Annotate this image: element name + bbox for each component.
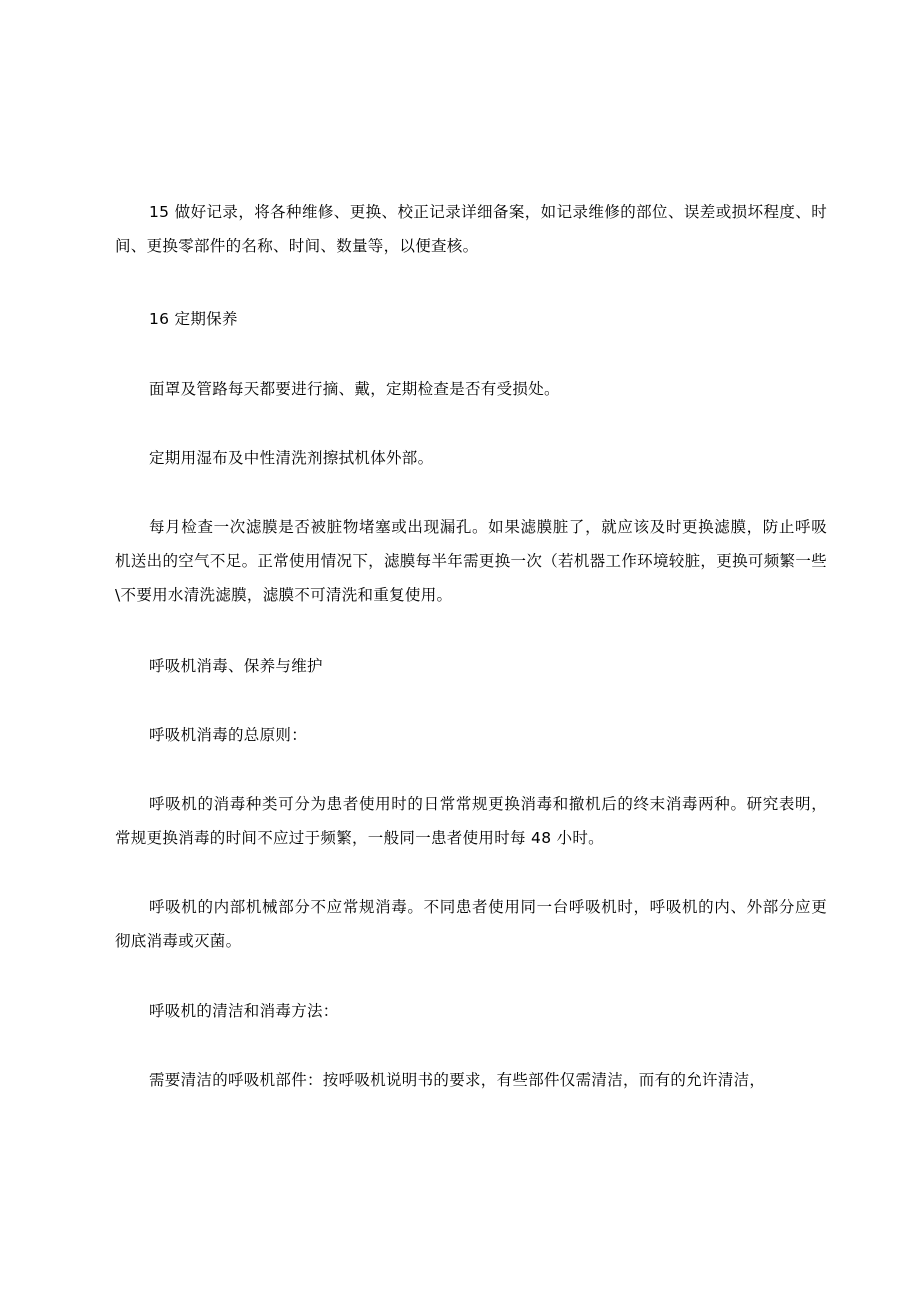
paragraph-parts-to-clean: 需要清洁的呼吸机部件：按呼吸机说明书的要求，有些部件仅需清洁，而有的允许清洁， bbox=[149, 1071, 766, 1089]
heading-regular-maintenance: 16 定期保养 bbox=[149, 310, 238, 328]
paragraph-mask-tubing-check: 面罩及管路每天都要进行摘、戴，定期检查是否有受损处。 bbox=[149, 380, 560, 398]
paragraph-internal-parts: 呼吸机的内部机械部分不应常规消毒。不同患者使用同一台呼吸机时，呼吸机的内、外部分应更彻底消毒或灭菌。 bbox=[115, 898, 827, 950]
heading-disinfection-maintenance: 呼吸机消毒、保养与维护 bbox=[149, 657, 323, 675]
paragraph-filter-inspection: 每月检查一次滤膜是否被脏物堵塞或出现漏孔。如果滤膜脏了，就应该及时更换滤膜，防止呼吸机送出的空气不足。正常使用情况下，滤膜每半年需更换一次（若机器工作环境较脏，更换可频繁一些\不要用水清洗滤膜，滤膜不可清洗和重复使用。 bbox=[115, 518, 827, 604]
paragraph-record-keeping: 15 做好记录，将各种维修、更换、校正记录详细备案，如记录维修的部位、误差或损坏程度、时间、更换零部件的名称、时间、数量等，以便查核。 bbox=[115, 203, 827, 255]
paragraph-disinfection-types: 呼吸机的消毒种类可分为患者使用时的日常常规更换消毒和撤机后的终末消毒两种。研究表明，常规更换消毒的时间不应过于频繁，一般同一患者使用时每 48 小时。 bbox=[115, 795, 827, 847]
heading-cleaning-methods: 呼吸机的清洁和消毒方法： bbox=[149, 1002, 339, 1020]
heading-disinfection-principles: 呼吸机消毒的总原则： bbox=[149, 726, 308, 744]
paragraph-exterior-cleaning: 定期用湿布及中性清洗剂擦拭机体外部。 bbox=[149, 449, 434, 467]
